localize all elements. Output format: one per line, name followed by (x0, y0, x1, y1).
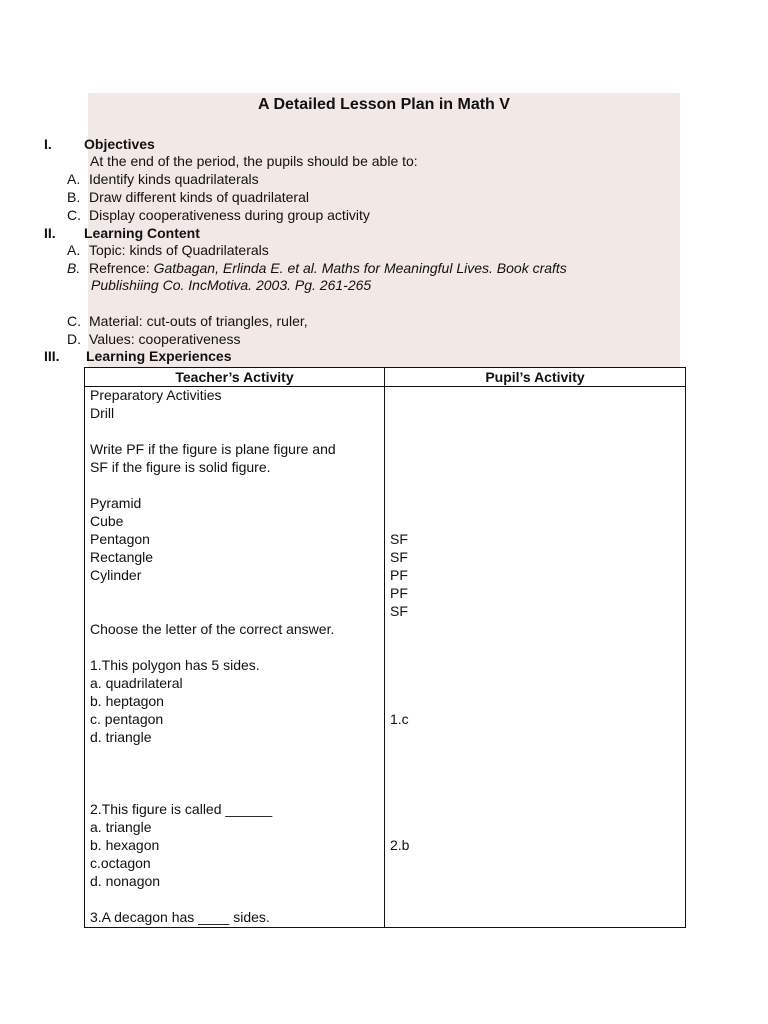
teacher-activity-line: Choose the letter of the correct answer. (90, 621, 335, 637)
teacher-activity-line: Rectangle (90, 549, 154, 565)
teacher-activity-line: Pyramid (90, 495, 142, 511)
pupil-activity-lines (385, 387, 685, 927)
pupil-activity-line: 1.c (390, 711, 409, 727)
content-letter-b: B. (67, 260, 81, 276)
teacher-activity-line: a. quadrilateral (90, 675, 183, 691)
blank-line (385, 423, 685, 441)
objectives-intro: At the end of the period, the pupils should be able to: (90, 153, 418, 169)
header-pupil-activity: Pupil’s Activity (385, 368, 686, 387)
blank-line (385, 657, 685, 675)
content-values: Values: cooperativeness (89, 331, 241, 347)
section-heading-learning-content: Learning Content (84, 225, 200, 241)
blank-line (385, 891, 685, 909)
section-heading-objectives: Objectives (84, 136, 155, 152)
header-teacher-activity: Teacher’s Activity (85, 368, 385, 387)
blank-line (85, 423, 384, 441)
blank-line (385, 693, 685, 711)
pupil-activity-line: SF (390, 531, 408, 547)
blank-line (385, 495, 685, 513)
table-header-row (85, 368, 686, 387)
blank-line (385, 765, 685, 783)
teacher-activity-line: Write PF if the figure is plane figure and (90, 441, 336, 457)
blank-line (85, 891, 384, 909)
teacher-activity-line: Preparatory Activities (90, 387, 222, 403)
blank-line (85, 477, 384, 495)
blank-line (385, 513, 685, 531)
blank-line (385, 819, 685, 837)
pupil-activity-line: 2.b (390, 837, 410, 853)
content-reference-line2: Publishiing Co. IncMotiva. 2003. Pg. 261-265 (91, 277, 372, 293)
content-letter-a: A. (67, 242, 81, 258)
blank-line (385, 405, 685, 423)
blank-line (85, 585, 384, 603)
blank-line (385, 441, 685, 459)
activity-table (84, 367, 686, 928)
pupil-activity-line: PF (390, 585, 408, 601)
blank-line (385, 387, 685, 405)
section-heading-learning-experiences: Learning Experiences (86, 348, 232, 364)
content-material: Material: cut-outs of triangles, ruler, (89, 313, 308, 329)
teacher-activity-line: d. triangle (90, 729, 152, 745)
blank-line (385, 477, 685, 495)
blank-line (385, 621, 685, 639)
blank-line (85, 639, 384, 657)
content-letter-c: C. (67, 313, 81, 329)
teacher-activity-line: d. nonagon (90, 873, 161, 889)
section-numeral-objectives: I. (44, 136, 52, 152)
blank-line (385, 801, 685, 819)
objective-text-c: Display cooperativeness during group activity (89, 207, 370, 223)
teacher-activity-line: 1.This polygon has 5 sides. (90, 657, 260, 673)
blank-line (85, 747, 384, 765)
teacher-activity-line: c.octagon (90, 855, 151, 871)
teacher-activity-line: b. heptagon (90, 693, 164, 709)
section-numeral-learning-content: II. (44, 225, 56, 241)
blank-line (85, 603, 384, 621)
blank-line (385, 459, 685, 477)
table-row (85, 387, 686, 928)
teacher-activity-line: c. pentagon (90, 711, 164, 727)
blank-line (385, 675, 685, 693)
objective-text-a: Identify kinds quadrilaterals (89, 171, 259, 187)
blank-line (85, 783, 384, 801)
blank-line (85, 765, 384, 783)
teacher-activity-line: Pentagon (90, 531, 150, 547)
objective-letter-b: B. (67, 189, 81, 205)
content-topic: Topic: kinds of Quadrilaterals (89, 242, 269, 258)
teacher-activity-line: a. triangle (90, 819, 152, 835)
teacher-activity-line: 3.A decagon has ____ sides. (90, 909, 270, 925)
content-reference-line1 (89, 260, 567, 277)
objective-letter-c: C. (67, 207, 81, 223)
blank-line (385, 639, 685, 657)
pupil-activity-line: SF (390, 549, 408, 565)
teacher-activity-lines (85, 387, 384, 927)
objective-text-b: Draw different kinds of quadrilateral (89, 189, 309, 205)
section-numeral-learning-experiences: III. (44, 348, 60, 364)
teacher-activity-line: b. hexagon (90, 837, 160, 853)
teacher-activity-line: Cube (90, 513, 124, 529)
teacher-activity-line: 2.This figure is called ______ (90, 801, 273, 817)
pupil-activity-line: SF (390, 603, 408, 619)
teacher-activity-line: Cylinder (90, 567, 142, 583)
blank-line (385, 729, 685, 747)
blank-line (385, 783, 685, 801)
teacher-activity-cell (85, 387, 385, 928)
blank-line (385, 909, 685, 927)
blank-line (385, 873, 685, 891)
pupil-activity-line: PF (390, 567, 408, 583)
page-title: A Detailed Lesson Plan in Math V (258, 96, 510, 113)
content-letter-d: D. (67, 331, 81, 347)
teacher-activity-line: Drill (90, 405, 115, 421)
blank-line (385, 855, 685, 873)
reference-citation: Gatbagan, Erlinda E. et al. Maths for Meaningful Lives. Book crafts (153, 260, 567, 276)
pupil-activity-cell (385, 387, 686, 928)
teacher-activity-line: SF if the figure is solid figure. (90, 459, 271, 475)
blank-line (385, 747, 685, 765)
objective-letter-a: A. (67, 171, 81, 187)
reference-label: Refrence: (89, 260, 154, 276)
